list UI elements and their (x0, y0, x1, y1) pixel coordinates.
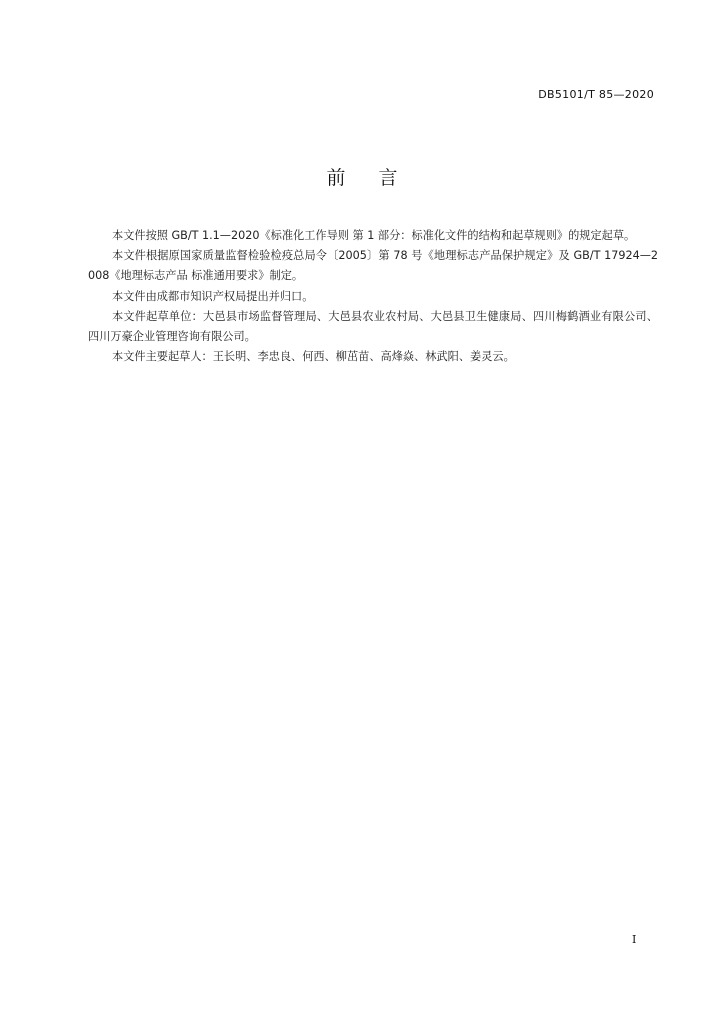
paragraph-drafting-rules: 本文件按照 GB/T 1.1—2020《标准化工作导则 第 1 部分：标准化文件的结构和起草规则》的规定起草。 (112, 229, 636, 242)
paragraph-legal-basis: 本文件根据原国家质量监督检验检疫总局令〔2005〕第 78 号《地理标志产品保护规定》及 GB/T 17924—2008《地理标志产品 标准通用要求》制定。 (88, 249, 658, 283)
paragraph-proposer: 本文件由成都市知识产权局提出并归口。 (112, 289, 314, 303)
document-code: DB5101/T 85—2020 (538, 88, 654, 101)
paragraph-drafters: 本文件主要起草人：王长明、李忠良、何西、柳茁苗、高烽焱、林武阳、姜灵云。 (112, 350, 515, 364)
page-title: 前言 (326, 167, 431, 189)
page-number: I (632, 933, 637, 946)
paragraph-drafting-units: 本文件起草单位：大邑县市场监督管理局、大邑县农业农村局、大邑县卫生健康局、四川梅鹤酒业有限公司、四川万豪企业管理咨询有限公司。 (88, 309, 658, 344)
foreword-body (88, 226, 658, 367)
